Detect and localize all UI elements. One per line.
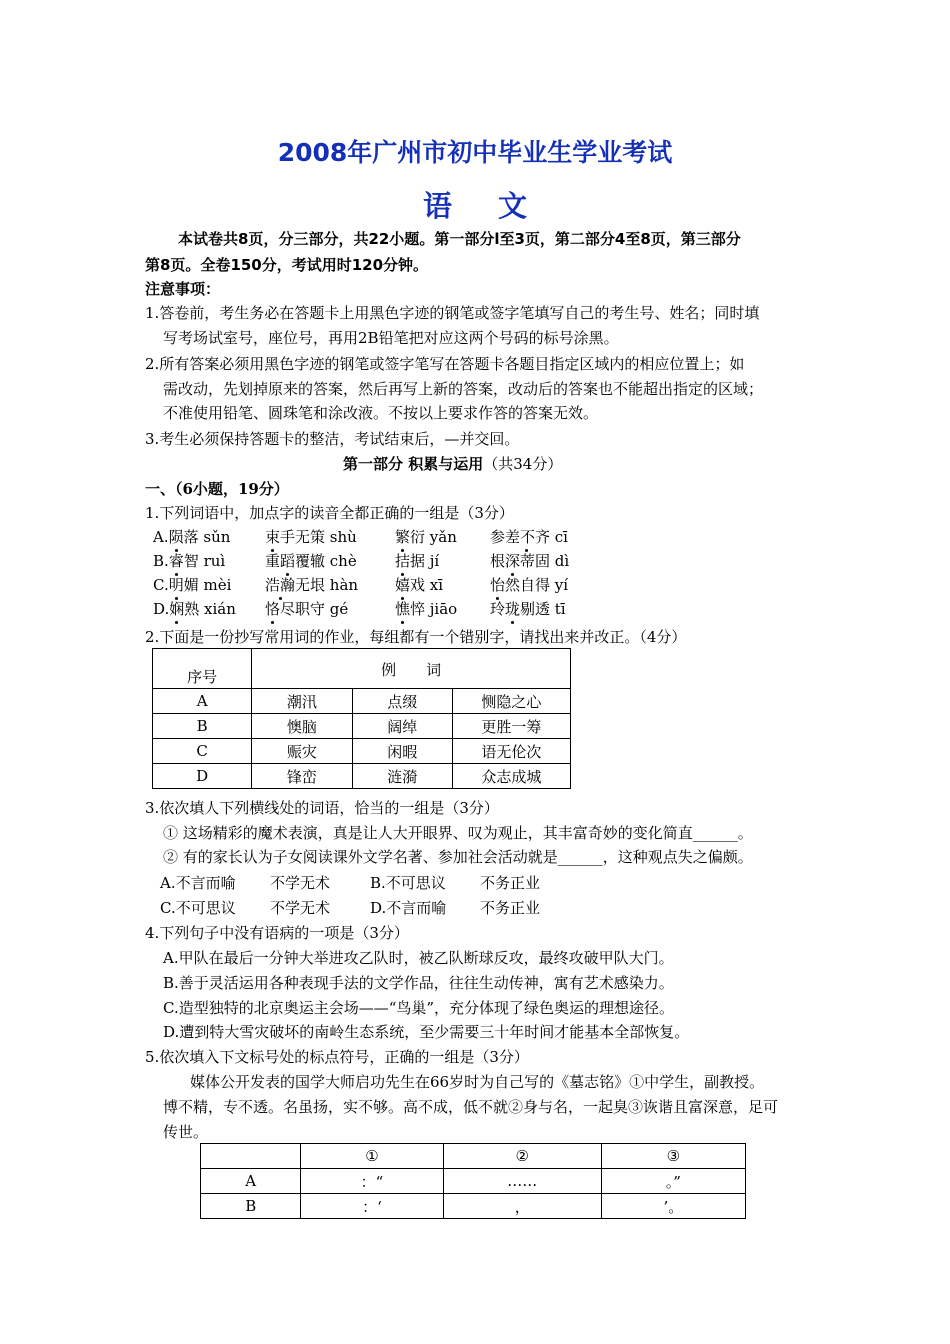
dotted-char: 参差不齐 c bbox=[490, 528, 564, 546]
note-line: 3.考生必须保持答题卡的整洁，考试结束后，—并交回。 bbox=[145, 430, 520, 448]
section-heading: 一、（6小题，19分） bbox=[145, 480, 289, 498]
dotted-char: 玲珑剔 bbox=[490, 600, 536, 618]
word-rest: 智 ruì bbox=[183, 552, 226, 570]
table-row bbox=[201, 1169, 746, 1194]
note-line: 写考场试室号，座位号，再用2B铅笔把对应这两个号码的标号涂黑。 bbox=[163, 329, 619, 347]
q1-option-word bbox=[265, 550, 357, 571]
intro-line-2: 第8页。全卷150分，考试用时120分钟。 bbox=[145, 256, 429, 274]
table-cell: A bbox=[153, 689, 252, 714]
table-header-cell: ① bbox=[301, 1144, 443, 1169]
note-line: 2.所有答案必须用黑色字迹的钢笔或签字笔写在答题卡各题目指定区域内的相应位置上；如 bbox=[145, 355, 745, 373]
part1-heading bbox=[343, 453, 562, 474]
q1-option-word bbox=[153, 598, 236, 619]
table-cell: 赈灾 bbox=[252, 739, 352, 764]
note-line: 需改动，先划掉原来的答案，然后再写上新的答案，改动后的答案也不能超出指定的区域； bbox=[163, 380, 764, 398]
q3-option: A.不言而喻 bbox=[160, 874, 236, 892]
word-rest: 戏 xī bbox=[410, 576, 444, 594]
table-row bbox=[153, 764, 571, 789]
option-letter: C. bbox=[153, 576, 169, 594]
dotted-char: 怡 bbox=[490, 576, 506, 594]
word-rest: 手无策 shù bbox=[280, 528, 357, 546]
table-header-cell: 序号 bbox=[153, 649, 252, 689]
word-rest: 衍 yǎn bbox=[410, 528, 457, 546]
note-line: 1.答卷前，考生务必在答题卡上用黑色字迹的钢笔或签字笔填写自己的考生号、姓名；同时填 bbox=[145, 304, 760, 322]
intro-line-1: 本试卷共8页，分三部分，共22小题。第一部分l至3页，第二部分4至8页，第三部分 bbox=[178, 230, 741, 248]
option-letter: D. bbox=[153, 600, 170, 618]
q1-option-word bbox=[265, 526, 357, 547]
q1-option-word bbox=[265, 574, 358, 595]
q3-option: 不学无术 bbox=[270, 899, 331, 917]
table-cell: B bbox=[153, 714, 252, 739]
table-cell: D bbox=[153, 764, 252, 789]
q5-passage-line: 媒体公开发表的国学大师启功先生在66岁时为自己写的《墓志铭》①中学生，副教授。 bbox=[190, 1073, 765, 1091]
q3-stem: 3.依次填人下列横线处的词语，恰当的一组是（3分） bbox=[145, 799, 499, 817]
word-rest: 尽职守 gé bbox=[280, 600, 349, 618]
dotted-char: 束 bbox=[265, 528, 281, 546]
q1-option-word bbox=[265, 598, 348, 619]
q5-passage-line: 博不精，专不透。名虽扬，实不够。高不成，低不就②身与名，一起臭③诙谐且富深意，足可 bbox=[163, 1098, 779, 1116]
table-cell: ：‘ bbox=[301, 1194, 443, 1219]
table-cell: 。” bbox=[601, 1169, 745, 1194]
q4-option: A.甲队在最后一分钟大举进攻乙队时，被乙队断球反攻，最终攻破甲队大门。 bbox=[163, 949, 674, 967]
table-cell: ：“ bbox=[301, 1169, 443, 1194]
word-rest: 悴 jiāo bbox=[410, 600, 458, 618]
table-cell: 更胜一筹 bbox=[452, 714, 570, 739]
table-row bbox=[201, 1194, 746, 1219]
dotted-char: 浩瀚 bbox=[265, 576, 296, 594]
table-cell: 闲暇 bbox=[352, 739, 452, 764]
dotted-char: 睿 bbox=[168, 552, 184, 570]
q4-stem: 4.下列句子中没有语病的一项是（3分） bbox=[145, 924, 409, 942]
dotted-char: 繁 bbox=[395, 528, 411, 546]
q1-option-word bbox=[395, 526, 457, 547]
table-cell: ， bbox=[443, 1194, 601, 1219]
table-cell: 点缀 bbox=[352, 689, 452, 714]
part1-title: 第一部分 积累与运用 bbox=[343, 455, 484, 473]
table-cell: 涟漪 bbox=[352, 764, 452, 789]
q2-table bbox=[152, 648, 571, 789]
q4-option: D.遭到特大雪灾破坏的南岭生态系统，至少需要三十年时间才能基本全部恢复。 bbox=[163, 1023, 690, 1041]
table-cell: 语无伦次 bbox=[452, 739, 570, 764]
table-header-cell: ③ bbox=[601, 1144, 745, 1169]
table-header-cell: 例 词 bbox=[252, 649, 571, 689]
q4-option: C.造型独特的北京奥运主会场——“鸟巢”，充分体现了绿色奥运的理想途径。 bbox=[163, 999, 675, 1017]
table-row bbox=[153, 689, 571, 714]
q2-stem: 2.下面是一份抄写常用词的作业，每组都有一个错别字，请找出来并改正。（4分） bbox=[145, 628, 687, 646]
q1-option-word bbox=[490, 550, 569, 571]
dotted-char: 重蹈覆 bbox=[265, 552, 311, 570]
table-header-cell: ② bbox=[443, 1144, 601, 1169]
q1-option-word bbox=[395, 598, 457, 619]
table-cell: A bbox=[201, 1169, 301, 1194]
option-letter: B. bbox=[153, 552, 169, 570]
q5-stem: 5.依次填入下文标号处的标点符号，正确的一组是（3分） bbox=[145, 1048, 529, 1066]
q1-option-word bbox=[153, 526, 230, 547]
q3-option: B.不可思议 bbox=[370, 874, 446, 892]
word-rest: 辙 chè bbox=[310, 552, 357, 570]
table-row bbox=[153, 714, 571, 739]
table-cell: 懊脑 bbox=[252, 714, 352, 739]
word-rest: 固 dì bbox=[535, 552, 570, 570]
table-cell: C bbox=[153, 739, 252, 764]
q1-option-word bbox=[490, 598, 566, 619]
word-rest: 媚 mèi bbox=[183, 576, 232, 594]
table-cell: B bbox=[201, 1194, 301, 1219]
q3-sentence: ② 有的家长认为子女阅读课外文学名著、参加社会活动就是______，这种观点失之偏颇。 bbox=[163, 848, 753, 866]
q3-option: 不学无术 bbox=[270, 874, 331, 892]
word-rest: ī bbox=[563, 528, 568, 546]
q1-option-word bbox=[153, 550, 225, 571]
q5-passage-line: 传世。 bbox=[163, 1123, 209, 1141]
q1-option-word bbox=[490, 526, 568, 547]
notes-heading: 注意事项： bbox=[145, 280, 221, 298]
q5-table bbox=[200, 1143, 746, 1219]
dotted-char: 憔 bbox=[395, 600, 411, 618]
word-rest: 无垠 hàn bbox=[295, 576, 359, 594]
q3-option: 不务正业 bbox=[480, 874, 541, 892]
note-line: 不准使用铅笔、圆珠笔和涂改液。不按以上要求作答的答案无效。 bbox=[163, 404, 599, 422]
subject-title: 语 文 bbox=[422, 189, 546, 223]
table-cell: ’。 bbox=[601, 1194, 745, 1219]
dotted-char: 明 bbox=[168, 576, 184, 594]
q3-option: D.不言而喻 bbox=[370, 899, 447, 917]
part1-score: （共34分） bbox=[483, 455, 563, 473]
table-cell: 众志成城 bbox=[452, 764, 570, 789]
table-cell: 锋峦 bbox=[252, 764, 352, 789]
q1-stem: 1.下列词语中，加点字的读音全都正确的一组是（3分） bbox=[145, 504, 514, 522]
q1-option-word bbox=[395, 550, 439, 571]
q4-option: B.善于灵活运用各种表现手法的文学作品，往往生动传神，寓有艺术感染力。 bbox=[163, 974, 674, 992]
table-cell: …… bbox=[443, 1169, 601, 1194]
q1-option-word bbox=[490, 574, 568, 595]
dotted-char: 娴 bbox=[169, 600, 185, 618]
exam-title: 2008年广州市初中毕业生学业考试 bbox=[277, 138, 673, 167]
q1-option-word bbox=[153, 574, 231, 595]
word-rest: 透 tī bbox=[535, 600, 566, 618]
word-rest: 然自得 yí bbox=[505, 576, 569, 594]
q3-option: 不务正业 bbox=[480, 899, 541, 917]
table-cell: 阔绰 bbox=[352, 714, 452, 739]
word-rest: 据 jí bbox=[410, 552, 440, 570]
q3-option: C.不可思议 bbox=[160, 899, 236, 917]
table-row bbox=[153, 739, 571, 764]
table-cell: 恻隐之心 bbox=[452, 689, 570, 714]
table-cell: 潮汛 bbox=[252, 689, 352, 714]
dotted-char: 根深蒂 bbox=[490, 552, 536, 570]
dotted-char: 陨 bbox=[168, 528, 184, 546]
q3-sentence: ① 这场精彩的魔术表演，真是让人大开眼界、叹为观止，其丰富奇妙的变化简直______。 bbox=[163, 824, 753, 842]
dotted-char: 拮 bbox=[395, 552, 411, 570]
word-rest: 熟 xián bbox=[184, 600, 236, 618]
dotted-char: 恪 bbox=[265, 600, 281, 618]
table-header-cell bbox=[201, 1144, 301, 1169]
q1-option-word bbox=[395, 574, 443, 595]
word-rest: 落 sǔn bbox=[183, 528, 231, 546]
option-letter: A. bbox=[153, 528, 169, 546]
dotted-char: 嬉 bbox=[395, 576, 411, 594]
